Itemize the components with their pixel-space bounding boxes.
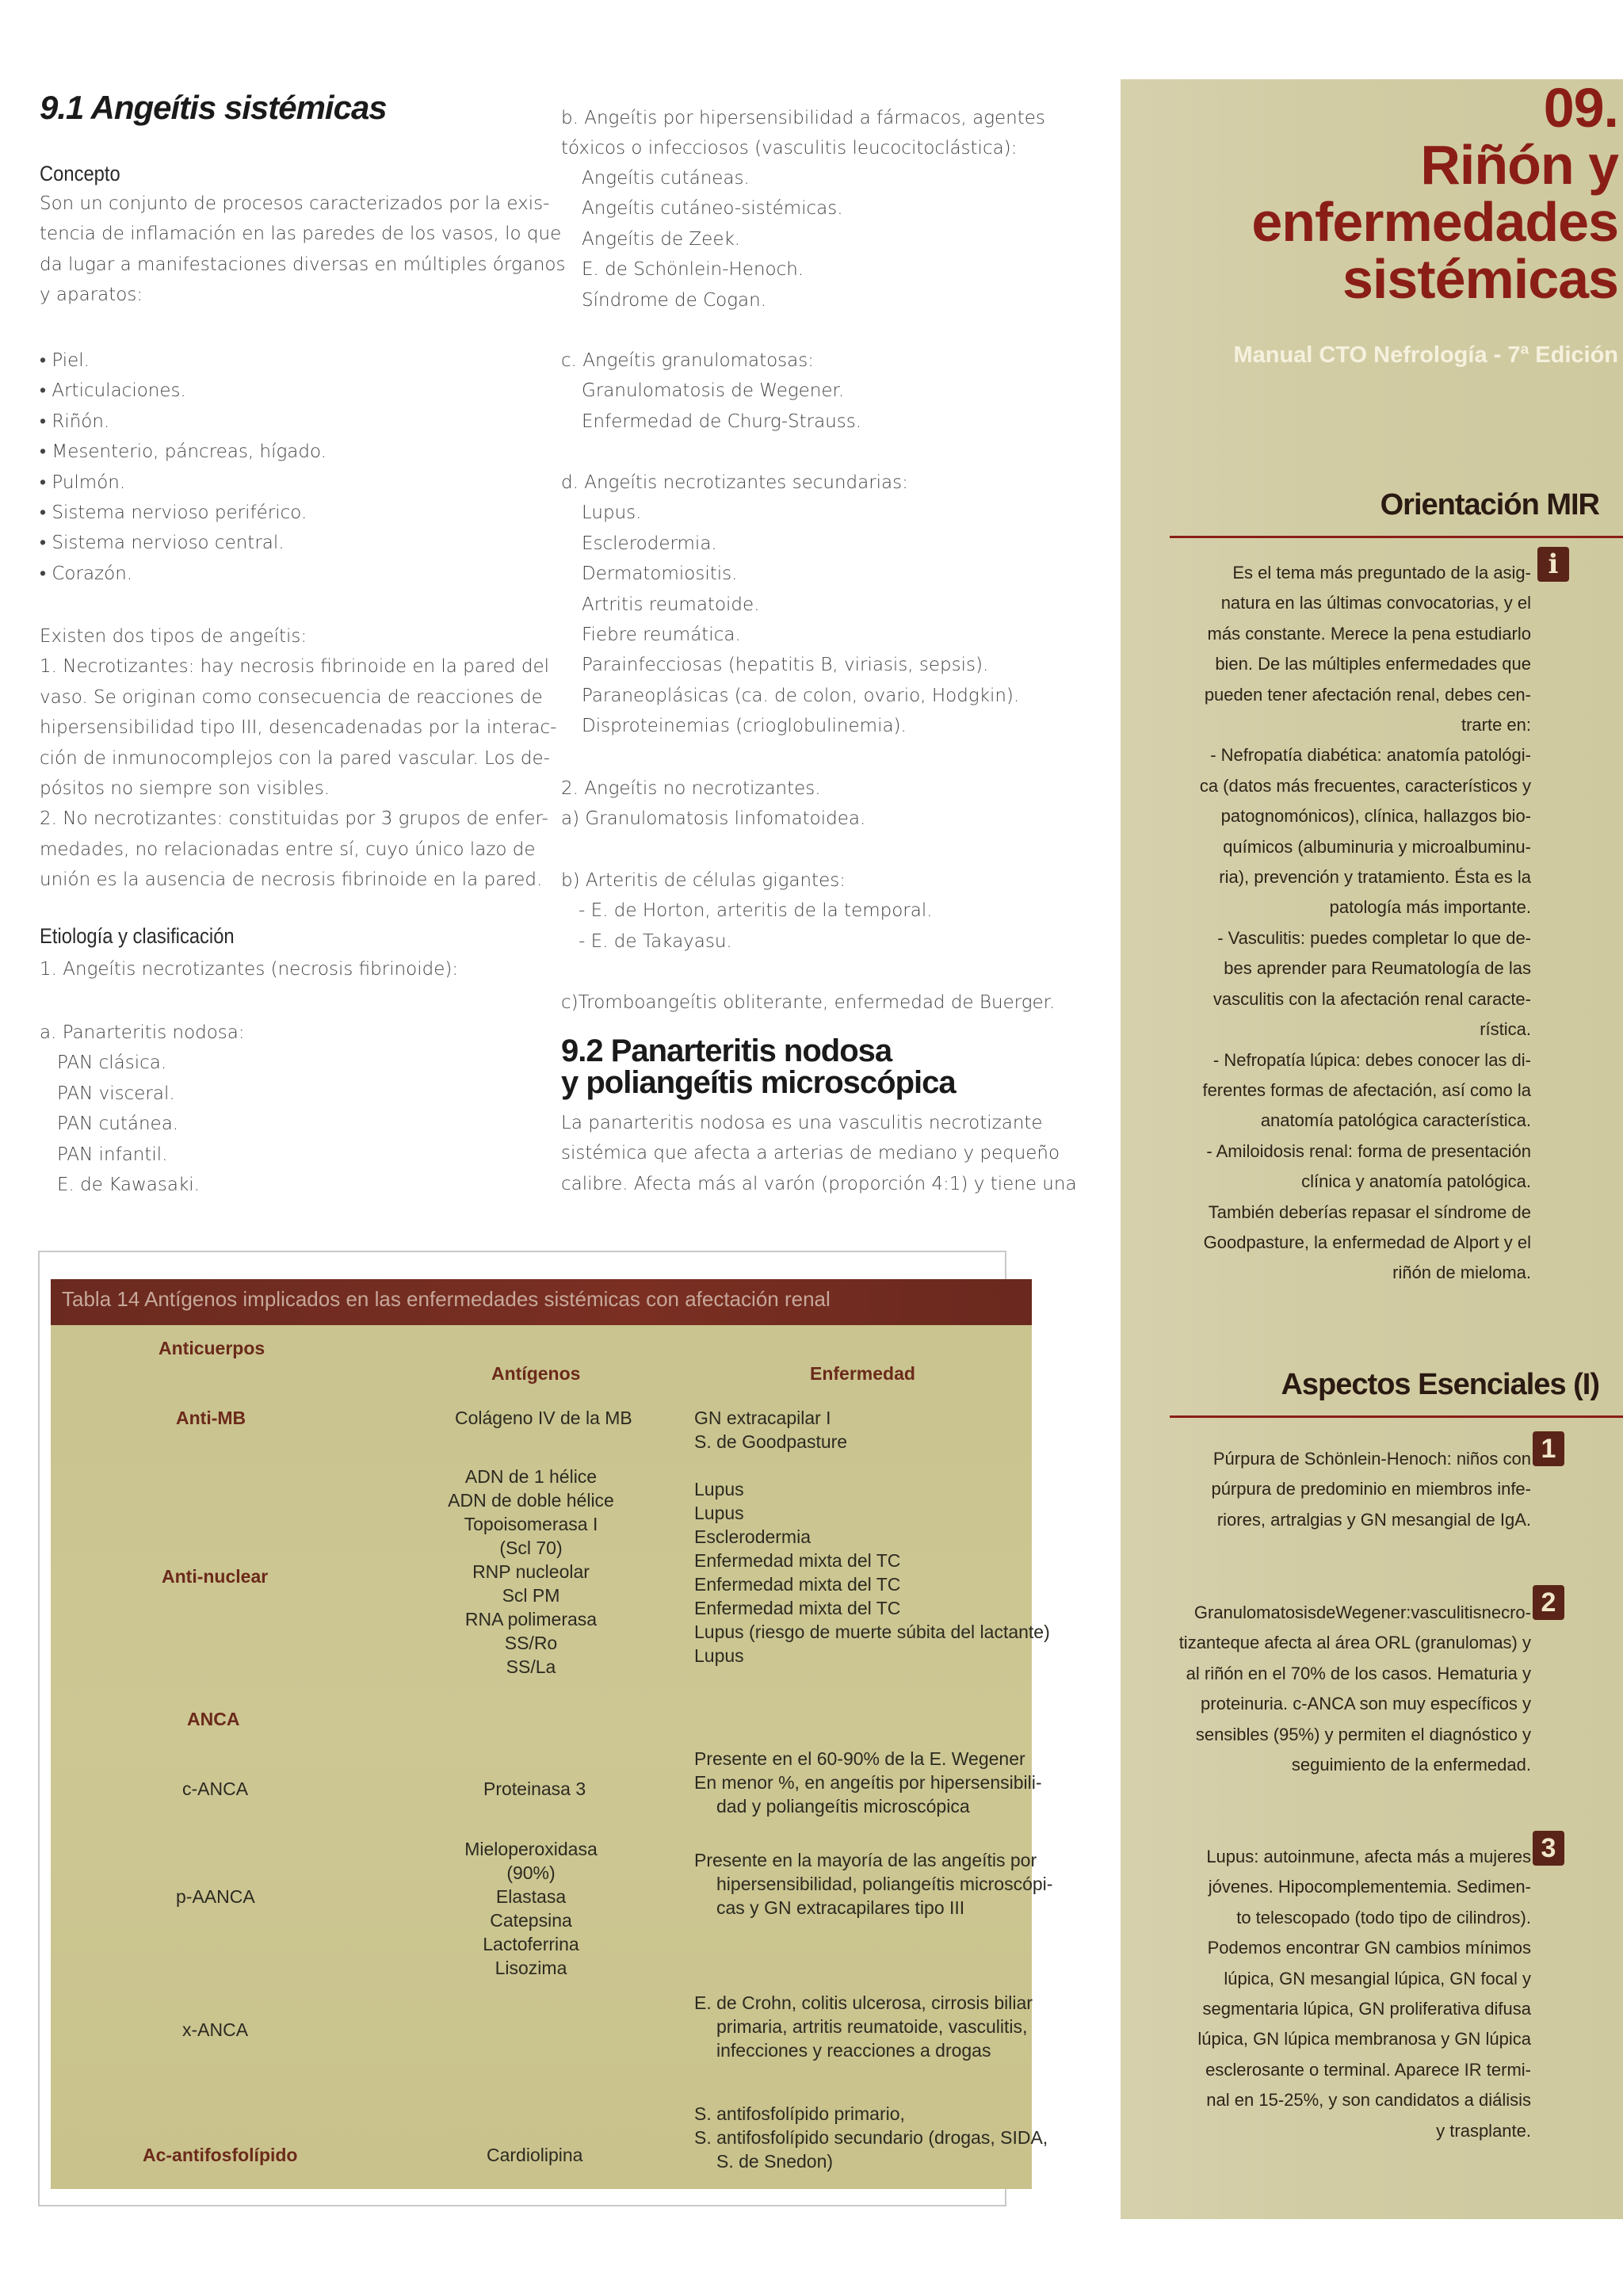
list-item: • Corazón. <box>40 563 133 584</box>
d-heading: d. Angeítis necrotizantes secundarias: <box>561 472 908 493</box>
disease-line: En menor %, en angeítis por hipersensibili- <box>694 1772 1042 1793</box>
antigen-line: ADN de doble hélice <box>448 1490 614 1511</box>
b-heading <box>561 103 1044 164</box>
orientacion-line: - Amiloidosis renal: forma de presentación <box>1206 1140 1531 1161</box>
aspecto-line: GranulomatosisdeWegener:vasculitisnecro- <box>1193 1603 1531 1622</box>
orientacion-heading: Orientación MIR <box>1380 488 1599 521</box>
antigen-line: RNP nucleolar <box>472 1561 590 1582</box>
column-header-anticuerpos: Anticuerpos <box>158 1338 265 1358</box>
disease-line: Lupus (riesgo de muerte súbita del lactante) <box>694 1622 1050 1642</box>
orientacion-line: También deberías repasar el síndrome de <box>1208 1201 1531 1222</box>
aspecto-line: al riñón en el 70% de los casos. Hematuria y <box>1186 1663 1531 1683</box>
orientacion-line: Goodpasture, la enfermedad de Alport y el <box>1203 1232 1531 1252</box>
antigen-line: SS/Ro <box>504 1633 558 1653</box>
list-item: Angeítis cutáneas. <box>582 168 750 189</box>
non-necrotizing-list <box>561 774 865 835</box>
d-list <box>561 468 1019 742</box>
section2-line: La panarteritis nodosa es una vasculitis necrotizante <box>561 1113 1043 1133</box>
b-list <box>561 163 843 315</box>
aspecto-line: lúpica, GN mesangial lúpica, GN focal y <box>1224 1968 1531 1988</box>
antigen-line: Scl PM <box>502 1585 560 1606</box>
section-title-9-2 <box>561 1035 956 1098</box>
disease-line: GN extracapilar I <box>694 1408 831 1428</box>
aspecto-line: lúpica, GN lúpica membranosa y GN lúpica <box>1197 2029 1531 2050</box>
section2-line: calibre. Afecta más al varón (proporción 4:1) y tiene una <box>561 1173 1077 1194</box>
list-item: • Riñón. <box>40 411 110 432</box>
list-item: Angeítis de Zeek. <box>582 228 741 250</box>
disease-line: Enfermedad mixta del TC <box>694 1574 901 1595</box>
antigen-cell <box>452 1837 610 1980</box>
orientacion-line: vasculitis con la afectación renal caracte- <box>1212 988 1531 1009</box>
chapter-title-line: sistémicas <box>1342 248 1618 310</box>
antigen-line: Lisozima <box>495 1958 567 1978</box>
aspectos-heading: Aspectos Esenciales (I) <box>1281 1368 1599 1401</box>
list-item: PAN clásica. <box>57 1052 167 1074</box>
orientacion-line: más constante. Merece la pena estudiarlo <box>1207 623 1531 644</box>
antigen-line: SS/La <box>506 1656 556 1677</box>
types-line: medades, no relacionadas entre sí, cuyo único lazo de <box>40 839 536 860</box>
list-item: Artritis reumatoide. <box>582 594 760 615</box>
b-line: tóxicos o infecciosos (vasculitis leucocitoclástica): <box>561 138 1018 159</box>
types-line: 2. No necrotizantes: constituidas por 3 grupos de enfer- <box>40 808 548 830</box>
types-line: vaso. Se originan como consecuencia de reacciones de <box>40 686 543 708</box>
aspecto-line: proteinuria. c-ANCA son muy específicos y <box>1201 1694 1531 1714</box>
n2-heading: 2. Angeítis no necrotizantes. <box>561 778 821 799</box>
concepto-line: y aparatos: <box>40 285 143 306</box>
orientacion-line: trarte en: <box>1461 715 1531 735</box>
orientacion-line: pueden tener afectación renal, debes cen- <box>1204 684 1531 705</box>
organ-list <box>40 346 521 589</box>
heading-rule <box>1170 1415 1623 1418</box>
antibody-label: c-ANCA <box>182 1778 249 1799</box>
disease-line: hipersensibilidad, poliangeítis microscópi- <box>716 1874 1053 1894</box>
antigen-cell <box>444 1465 618 1679</box>
list-item: • Sistema nervioso periférico. <box>40 502 307 524</box>
manual-name: Manual CTO Nefrología - 7ª Edición <box>1233 342 1618 368</box>
orientacion-line: bes aprender para Reumatología de las <box>1224 958 1531 979</box>
number-badge-2: 2 <box>1533 1585 1564 1620</box>
c-heading: c. Angeítis granulomatosas: <box>561 350 814 371</box>
table-caption: Tabla 14 Antígenos implicados en las enfermedades sistémicas con afectación renal <box>62 1287 831 1311</box>
antibody-label: x-ANCA <box>182 2019 249 2040</box>
orientacion-line: químicos (albuminuria y microalbuminu- <box>1223 836 1531 857</box>
disease-cell <box>694 1848 1052 1920</box>
section-title-line: 9.2 Panarteritis nodosa <box>561 1033 892 1068</box>
disease-cell <box>694 1406 847 1454</box>
orientacion-line: rística. <box>1480 1019 1531 1040</box>
disease-cell <box>694 2102 1048 2173</box>
number-badge-1: 1 <box>1533 1431 1564 1466</box>
list-item: • Piel. <box>40 350 90 371</box>
disease-line: primaria, artritis reumatoide, vasculitis, <box>716 2016 1028 2037</box>
list-item: Granulomatosis de Wegener. <box>582 380 845 402</box>
list-item: • Mesenterio, páncreas, hígado. <box>40 441 327 463</box>
list-item: Fiebre reumática. <box>582 625 741 646</box>
types-line: 1. Necrotizantes: hay necrosis fibrinoide en la pared del <box>40 656 550 678</box>
list-item: E. de Schönlein-Henoch. <box>582 259 804 281</box>
antigen-line: Lactoferrina <box>483 1934 579 1954</box>
list-item: - E. de Horton, arteritis de la temporal. <box>579 900 933 922</box>
aspecto-line: sensibles (95%) y permiten el diagnóstico y <box>1195 1724 1531 1744</box>
list-item: Síndrome de Cogan. <box>582 289 767 311</box>
c-list <box>561 346 861 437</box>
antigen-line: Mieloperoxidasa <box>464 1839 598 1859</box>
orientacion-line: patognomónicos), clínica, hallazgos bio- <box>1220 806 1531 827</box>
disease-line: Lupus <box>694 1645 744 1666</box>
antigen-cell: Colágeno IV de la MB <box>455 1408 632 1428</box>
list-item: Esclerodermia. <box>582 533 717 554</box>
antigen-line: Elastasa <box>495 1886 567 1907</box>
disease-line: S. de Goodpasture <box>694 1431 848 1452</box>
aspecto-line: esclerosante o terminal. Aparece IR termi- <box>1205 2059 1531 2080</box>
concepto-heading: Concepto <box>40 162 120 185</box>
chapter-title-line: enfermedades <box>1251 191 1618 253</box>
b-line: b. Angeítis por hipersensibilidad a fármacos, agentes <box>561 108 1045 128</box>
orientacion-line: - Nefropatía diabética: anatomía patológi- <box>1210 745 1531 766</box>
aspecto-2 <box>1171 1598 1531 1780</box>
orientacion-line: natura en las últimas convocatorias, y el <box>1220 593 1531 613</box>
orientacion-line: ria), prevención y tratamiento. Ésta es la <box>1219 867 1531 888</box>
list-item: • Pulmón. <box>40 472 126 493</box>
column-header-enfermedad: Enfermedad <box>810 1363 915 1384</box>
concepto-line: Son un conjunto de procesos caracterizados por la exis- <box>40 193 550 214</box>
disease-line: Enfermedad mixta del TC <box>694 1550 901 1571</box>
orientacion-line: ca (datos más frecuentes, característicos y <box>1199 775 1531 796</box>
antibody-label: Ac-antifosfolípido <box>143 2145 298 2165</box>
aspecto-line: Púrpura de Schönlein-Henoch: niños con <box>1212 1449 1531 1469</box>
antigen-line: Catepsina <box>490 1910 572 1931</box>
disease-cell <box>694 1477 1050 1668</box>
aspecto-line: seguimiento de la enfermedad. <box>1291 1755 1531 1775</box>
aspecto-line: riores, artralgias y GN mesangial de IgA. <box>1216 1509 1531 1530</box>
aspecto-line: tizanteque afecta al área ORL (granulomas) y <box>1178 1633 1531 1653</box>
types-line: ción de inmunocomplejos con la pared vascular. Los de- <box>40 747 550 769</box>
orientacion-line: ferentes formas de afectación, así como la <box>1202 1079 1531 1100</box>
antibody-label: p-AANCA <box>176 1886 255 1907</box>
orientacion-line: - Nefropatía lúpica: debes conocer las di- <box>1212 1049 1531 1070</box>
disease-line: Esclerodermia <box>694 1526 811 1547</box>
disease-line: Presente en la mayoría de las angeítis por <box>694 1850 1037 1870</box>
disease-line: Enfermedad mixta del TC <box>694 1598 901 1618</box>
list-item: Lupus. <box>582 502 642 524</box>
section2-line: sistémica que afecta a arterias de mediano y pequeño <box>561 1143 1060 1164</box>
aspecto-line: Podemos encontrar GN cambios mínimos <box>1207 1938 1531 1958</box>
list-item: PAN cutánea. <box>57 1114 179 1135</box>
disease-cell <box>694 1747 1042 1818</box>
info-badge-icon: i <box>1537 547 1569 582</box>
types-paragraph <box>40 621 557 896</box>
aspecto-line: segmentaria lúpica, GN proliferativa difusa <box>1202 1999 1531 2019</box>
list-item: PAN infantil. <box>57 1144 168 1165</box>
n2-a: a) Granulomatosis linfomatoidea. <box>561 808 866 830</box>
aspecto-line: y trasplante. <box>1436 2120 1531 2141</box>
column-header-antigenos: Antígenos <box>491 1363 581 1384</box>
concepto-line: tencia de inflamación en las paredes de los vasos, lo que <box>40 223 562 245</box>
disease-line: Presente en el 60-90% de la E. Wegener <box>694 1748 1025 1769</box>
chapter-number: 09. <box>1543 77 1618 139</box>
aspecto-line: jóvenes. Hipocomplementemia. Sedimen- <box>1208 1877 1531 1897</box>
disease-line: Lupus <box>694 1503 744 1523</box>
antigen-line: Topoisomerasa I <box>464 1514 598 1534</box>
disease-line: S. antifosfolípido primario, <box>694 2103 905 2124</box>
disease-line: S. antifosfolípido secundario (drogas, SIDA, <box>694 2127 1048 2148</box>
antigen-line: RNA polimerasa <box>464 1609 598 1629</box>
aspecto-1 <box>1171 1444 1531 1535</box>
antibody-group-label: ANCA <box>187 1709 240 1729</box>
concepto-paragraph <box>40 189 566 311</box>
aspecto-line: to telescopado (todo tipo de cilindros). <box>1236 1907 1531 1927</box>
chapter-title <box>1251 79 1618 308</box>
types-line: pósitos no siempre son visibles. <box>40 778 330 800</box>
aspecto-3 <box>1171 1842 1531 2146</box>
orientacion-line: bien. De las múltiples enfermedades que <box>1215 654 1531 674</box>
orientacion-text <box>1171 558 1531 1289</box>
n2-b-heading: b) Arteritis de células gigantes: <box>561 870 846 891</box>
antibody-label: Anti-nuclear <box>162 1566 269 1587</box>
disease-line: dad y poliangeítis microscópica <box>716 1796 970 1817</box>
antigen-line: ADN de 1 hélice <box>464 1466 598 1487</box>
orientacion-line: Es el tema más preguntado de la asig- <box>1232 563 1531 583</box>
antigen-cell: Proteinasa 3 <box>483 1778 586 1799</box>
antigen-line: (90%) <box>506 1862 556 1883</box>
list-item: Parainfecciosas (hepatitis B, viriasis, sepsis). <box>582 655 989 676</box>
antigen-line: (Scl 70) <box>499 1538 563 1558</box>
aspecto-line: Lupus: autoinmune, afecta más a mujeres <box>1206 1847 1531 1866</box>
aspecto-line: púrpura de predominio en miembros infe- <box>1211 1479 1531 1499</box>
etiologia-line: 1. Angeítis necrotizantes (necrosis fibrinoide): <box>40 959 459 980</box>
disease-line: E. de Crohn, colitis ulcerosa, cirrosis biliar <box>694 1992 1033 2013</box>
types-line: hipersensibilidad tipo III, desencadenadas por la interac- <box>40 717 557 739</box>
orientacion-line: riñón de mieloma. <box>1392 1263 1531 1283</box>
n2-c: c)Tromboangeítis obliterante, enfermedad de Buerger. <box>561 992 1056 1013</box>
orientacion-line: anatomía patológica característica. <box>1260 1110 1531 1131</box>
disease-line: cas y GN extracapilares tipo III <box>716 1897 965 1918</box>
concepto-line: da lugar a manifestaciones diversas en múltiples órganos <box>40 254 566 275</box>
antibody-label: Anti-MB <box>176 1408 246 1428</box>
types-line: Existen dos tipos de angeítis: <box>40 626 307 647</box>
chapter-title-line: Riñón y <box>1420 134 1618 196</box>
list-item: E. de Kawasaki. <box>57 1175 200 1196</box>
list-item: Angeítis cutáneo-sistémicas. <box>582 198 843 220</box>
pan-heading: a. Panarteritis nodosa: <box>40 1022 245 1043</box>
list-item: Enfermedad de Churg-Strauss. <box>582 411 862 432</box>
orientacion-line: - Vasculitis: puedes completar lo que de- <box>1217 927 1531 948</box>
section-title-line: y poliangeítis microscópica <box>561 1065 956 1100</box>
pan-list <box>40 1018 521 1200</box>
disease-line: infecciones y reacciones a drogas <box>716 2040 991 2061</box>
list-item: Paraneoplásicas (ca. de colon, ovario, Hodgkin). <box>582 685 1020 706</box>
disease-cell <box>694 1991 1033 2062</box>
list-item: PAN visceral. <box>57 1083 175 1104</box>
list-item: • Sistema nervioso central. <box>40 533 285 554</box>
orientacion-line: patología más importante. <box>1329 897 1531 918</box>
number-badge-3: 3 <box>1533 1831 1564 1866</box>
section2-paragraph <box>561 1108 1077 1199</box>
disease-line: Lupus <box>694 1479 744 1499</box>
types-line: unión es la ausencia de necrosis fibrinoide en la pared. <box>40 869 543 891</box>
orientacion-line: clínica y anatomía patológica. <box>1301 1171 1531 1192</box>
list-item: - E. de Takayasu. <box>579 930 732 952</box>
etiologia-heading: Etiología y clasificación <box>40 924 235 948</box>
disease-line: S. de Snedon) <box>716 2151 834 2172</box>
heading-rule <box>1170 536 1623 538</box>
list-item: • Articulaciones. <box>40 380 186 402</box>
list-item: Dermatomiositis. <box>582 563 738 585</box>
giant-cell-list <box>561 865 933 957</box>
antigen-cell: Cardiolipina <box>487 2145 583 2165</box>
section-title-9-1: 9.1 Angeítis sistémicas <box>40 89 387 126</box>
aspecto-line: nal en 15-25%, y son candidatos a diálisis <box>1206 2090 1531 2111</box>
list-item: Disproteinemias (crioglobulinemia). <box>582 716 907 737</box>
